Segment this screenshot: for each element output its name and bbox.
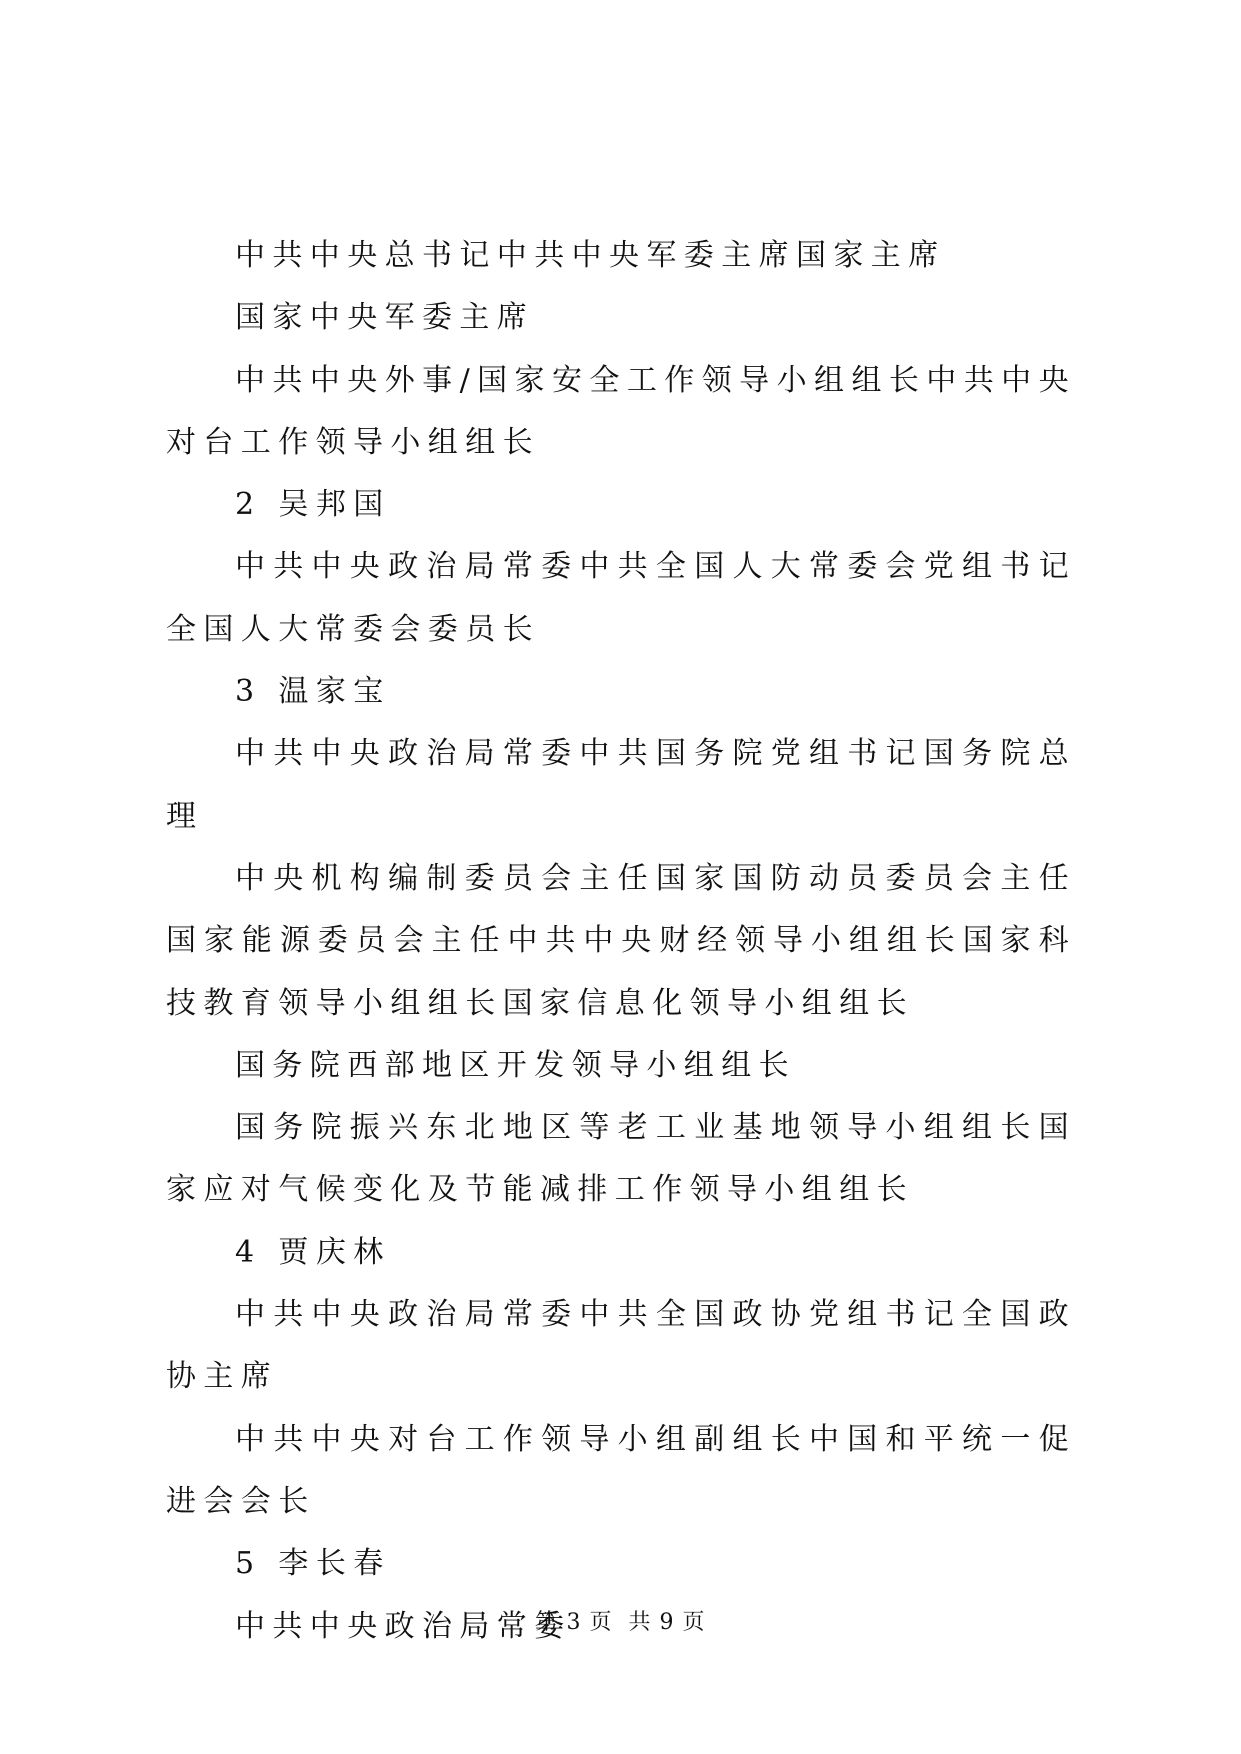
page-footer: [0, 1608, 1241, 1638]
paragraph: 中共中央对台工作领导小组副组长中国和平统一促进会会长: [166, 1421, 1076, 1519]
paragraph: 中共中央政治局常委中共全国政协党组书记全国政协主席: [166, 1297, 1076, 1395]
page-number: 第 3 页 共 9 页: [535, 1610, 706, 1635]
person-heading: 4 贾庆林: [235, 1234, 391, 1270]
document-body: [166, 225, 1076, 1658]
paragraph: 中共中央政治局常委中共全国人大常委会党组书记全国人大常委会委员长: [166, 549, 1076, 647]
paragraph: 中共中央政治局常委: [235, 1608, 572, 1644]
person-heading: 5 李长春: [235, 1546, 391, 1582]
paragraph: 国家中央军委主席: [235, 300, 535, 336]
paragraph: 国务院振兴东北地区等老工业基地领导小组组长国家应对气候变化及节能减排工作领导小组组长: [166, 1110, 1076, 1208]
paragraph: 中央机构编制委员会主任国家国防动员委员会主任国家能源委员会主任中共中央财经领导小组组长国家科技教育领导小组组长国家信息化领导小组组长: [166, 860, 1076, 1021]
paragraph: 中共中央政治局常委中共国务院党组书记国务院总理: [166, 736, 1076, 834]
paragraph: 国务院西部地区开发领导小组组长: [235, 1047, 796, 1083]
person-heading: 2 吴邦国: [235, 487, 391, 523]
paragraph: 中共中央总书记中共中央军委主席国家主席: [235, 238, 946, 273]
paragraph: 中共中央外事/国家安全工作领导小组组长中共中央对台工作领导小组组长: [166, 362, 1076, 460]
person-heading: 3 温家宝: [235, 674, 391, 710]
